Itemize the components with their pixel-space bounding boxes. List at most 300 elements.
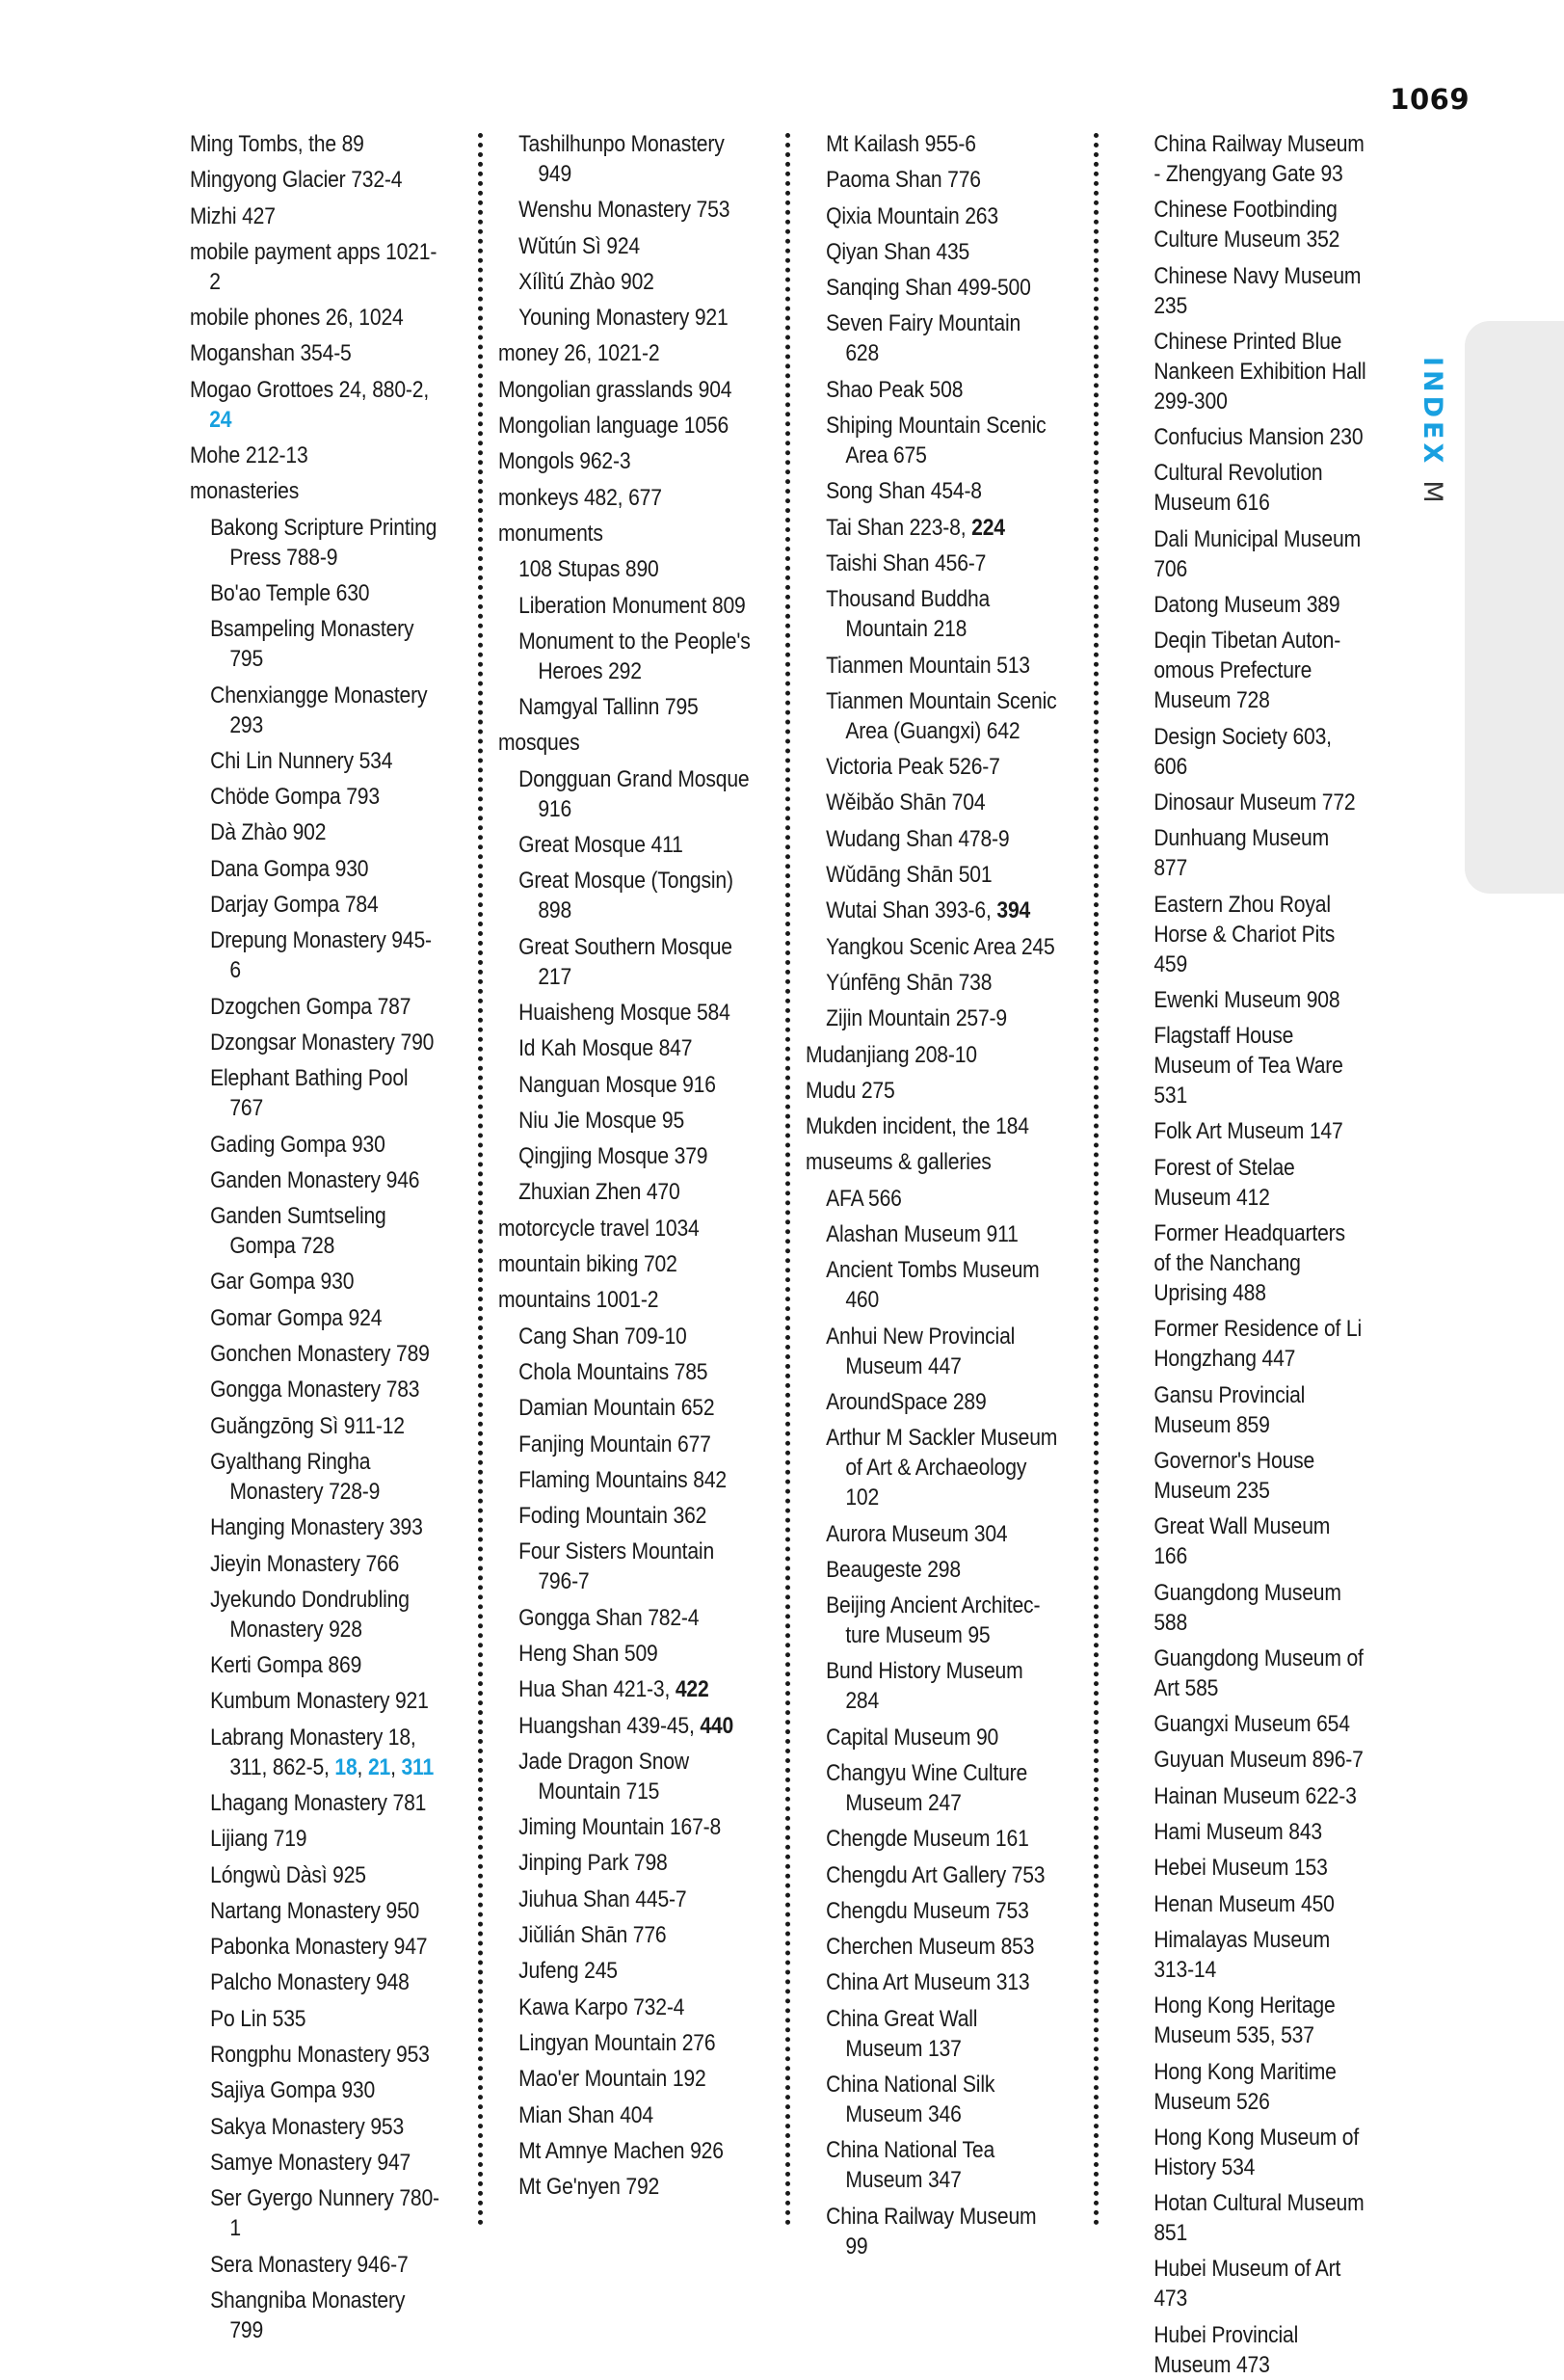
page-number: 1069: [1390, 83, 1470, 116]
index-entry: [190, 746, 442, 776]
index-entry: [498, 1285, 751, 1315]
index-entry: [498, 764, 751, 824]
entry-text: Darjay Gompa 784: [210, 892, 379, 919]
entry-text: Chöde Gompa 793: [210, 784, 380, 811]
entry-text: Wudang Shan 478-9: [826, 825, 1010, 852]
entry-text: Hebei Museum 153: [1153, 1855, 1328, 1882]
entry-text: Guangdong Museum 588: [1153, 1579, 1341, 1636]
index-entry: [498, 830, 751, 860]
entry-text: Cherchen Museum 853: [826, 1934, 1035, 1961]
entry-text: Wǔtún Sì 924: [518, 232, 640, 259]
entry-text: Tashilhunpo Monastery 949: [518, 131, 725, 187]
entry-text: Dzongsar Monastery 790: [210, 1029, 435, 1056]
index-entry: [190, 1201, 442, 1261]
index-entry: [1114, 1781, 1366, 1811]
index-entry: [806, 651, 1058, 681]
entry-text: Former Residence of Li Hongzhang 447: [1153, 1316, 1363, 1373]
index-entry: [498, 1992, 751, 2022]
index-entry: [498, 483, 751, 513]
entry-text: Beaugeste 298: [826, 1556, 961, 1583]
index-entry: [1114, 1021, 1366, 1110]
thumb-index-tab: [1465, 321, 1564, 894]
index-entry: [498, 2064, 751, 2094]
index-entry: [190, 1411, 442, 1441]
entry-text: Song Shan 454-8: [826, 478, 982, 505]
entry-text: Wutai Shan 393-6,: [826, 897, 997, 924]
index-entry: [190, 1063, 442, 1123]
entry-text: Former Headquarters of the Nanchang Uprising 488: [1153, 1220, 1345, 1307]
entry-text: mobile payment apps 1021-2: [190, 238, 437, 295]
entry-text: Mongolian language 1056: [498, 413, 729, 440]
index-entry: [190, 338, 442, 368]
entry-text: Damian Mountain 652: [518, 1395, 715, 1422]
entry-text: Aurora Museum 304: [826, 1520, 1008, 1547]
page-ref: 21: [367, 1753, 391, 1780]
entry-text: Guǎngzōng Sì 911-12: [210, 1412, 405, 1439]
index-entry: [806, 896, 1058, 925]
entry-text: China Art Museum 313: [826, 1969, 1030, 1996]
index-entry: [806, 584, 1058, 644]
index-entry: [1114, 1380, 1366, 1440]
entry-text: Shao Peak 508: [826, 376, 964, 403]
entry-text: Lóngwù Dàsì 925: [210, 1861, 366, 1888]
index-entry: [498, 2172, 751, 2202]
index-entry: [190, 237, 442, 297]
entry-text: Guangxi Museum 654: [1153, 1711, 1350, 1738]
index-entry: [1114, 524, 1366, 584]
entry-text: Hong Kong Maritime Museum 526: [1153, 2058, 1337, 2115]
entry-text: Great Southern Mosque 217: [518, 933, 732, 990]
index-entry: [498, 195, 751, 225]
index-entry: [498, 1177, 751, 1207]
column-divider: [1094, 133, 1099, 2227]
index-entry: [1114, 458, 1366, 518]
index-entry: [190, 1512, 442, 1542]
entry-text: China National Tea Museum 347: [826, 2137, 995, 2194]
index-column-3: [806, 129, 1058, 2261]
index-entry: [190, 681, 442, 740]
page-ref: 422: [675, 1676, 709, 1703]
index-entry: [190, 303, 442, 333]
entry-text: Jinping Park 798: [518, 1850, 668, 1877]
entry-text: monuments: [498, 520, 603, 547]
index-entry: [498, 1249, 751, 1279]
index-entry: [498, 1501, 751, 1531]
entry-text: Mingyong Glacier 732-4: [190, 167, 403, 194]
index-entry: [498, 1711, 751, 1741]
entry-text: Jufeng 245: [518, 1958, 618, 1985]
index-entry: [190, 1130, 442, 1160]
entry-text: Forest of Stelae Museum 412: [1153, 1154, 1295, 1211]
entry-text: Rongphu Monastery 953: [210, 2042, 430, 2069]
entry-text: Hanging Monastery 393: [210, 1514, 423, 1541]
entry-text: Huaisheng Mosque 584: [518, 999, 730, 1026]
entry-text: Hami Museum 843: [1153, 1819, 1322, 1846]
index-entry: [806, 1040, 1058, 1070]
index-entry: [190, 992, 442, 1022]
index-entry: [806, 201, 1058, 231]
entry-text: Ancient Tombs Museum 460: [826, 1257, 1040, 1314]
index-entry: [806, 686, 1058, 746]
entry-text: Yangkou Scenic Area 245: [826, 933, 1055, 960]
index-entry: [498, 998, 751, 1028]
index-entry: [1114, 1116, 1366, 1146]
index-column-4: [1114, 129, 1366, 2380]
index-entry: [190, 2183, 442, 2243]
entry-text: Foding Mountain 362: [518, 1503, 707, 1530]
index-entry: [806, 1824, 1058, 1854]
entry-text: Gyalthang Ringha Monastery 728-9: [210, 1448, 381, 1505]
column-divider: [478, 133, 483, 2227]
entry-text: Palcho Monastery 948: [210, 1969, 410, 1996]
index-entry: [190, 1303, 442, 1333]
separator: ,: [390, 1753, 402, 1780]
index-entry: [1114, 1817, 1366, 1847]
entry-text: Gomar Gompa 924: [210, 1304, 383, 1331]
entry-text: Sera Monastery 946-7: [210, 2251, 409, 2278]
entry-text: Great Mosque 411: [518, 832, 683, 859]
index-entry: [806, 1322, 1058, 1381]
entry-text: Liberation Monument 809: [518, 592, 746, 619]
index-entry: [1114, 985, 1366, 1015]
index-entry: [1114, 722, 1366, 782]
entry-text: Dana Gompa 930: [210, 855, 369, 882]
entry-text: Chengdu Museum 753: [826, 1897, 1029, 1924]
index-entry: [190, 925, 442, 985]
entry-text: Anhui New Provincial Museum 447: [826, 1323, 1016, 1379]
entry-text: Hainan Museum 622-3: [1153, 1782, 1357, 1809]
index-entry: [498, 2136, 751, 2166]
index-entry: [1114, 890, 1366, 979]
index-entry: [190, 201, 442, 231]
index-entry: [190, 2148, 442, 2178]
index-entry: [498, 2028, 751, 2058]
index-entry: [498, 411, 751, 441]
entry-text: Great Wall Museum 166: [1153, 1513, 1331, 1570]
index-entry: [498, 129, 751, 189]
entry-text: Lhagang Monastery 781: [210, 1789, 427, 1816]
entry-text: Moganshan 354-5: [190, 340, 352, 367]
entry-text: Nanguan Mosque 916: [518, 1071, 716, 1098]
index-entry: [1114, 1446, 1366, 1506]
entry-text: Fanjing Mountain 677: [518, 1431, 711, 1457]
separator: ,: [357, 1753, 368, 1780]
index-entry: [190, 129, 442, 159]
entry-text: Shiping Mountain Scenic Area 675: [826, 413, 1047, 469]
index-entry: [806, 932, 1058, 962]
entry-text: Qiyan Shan 435: [826, 238, 970, 265]
entry-text: Hotan Cultural Museum 851: [1153, 2190, 1365, 2247]
page-ref: 440: [700, 1712, 734, 1739]
index-entry: [190, 375, 442, 435]
entry-text: Shangniba Monastery 799: [210, 2286, 406, 2343]
entry-text: Victoria Peak 526-7: [826, 754, 1000, 781]
index-entry: [498, 1812, 751, 1842]
entry-text: monasteries: [190, 478, 300, 505]
index-entry: [190, 614, 442, 674]
entry-text: Ewenki Museum 908: [1153, 986, 1340, 1013]
index-entry: [806, 375, 1058, 405]
entry-text: Hubei Provincial Museum 473: [1153, 2321, 1299, 2378]
index-entry: [806, 2004, 1058, 2064]
entry-text: Xílìtú Zhào 902: [518, 268, 654, 295]
entry-text: Great Mosque (Tongsin) 898: [518, 868, 733, 924]
index-entry: [806, 1147, 1058, 1177]
index-entry: [190, 1932, 442, 1962]
entry-text: Chinese Footbinding Culture Museum 352: [1153, 197, 1340, 254]
index-entry: [1114, 422, 1366, 452]
page-ref: 394: [996, 897, 1031, 924]
index-entry: [498, 1639, 751, 1669]
entry-text: Samye Monastery 947: [210, 2149, 411, 2176]
entry-text: Gading Gompa 930: [210, 1131, 385, 1158]
index-entry: [806, 860, 1058, 890]
entry-text: museums & galleries: [806, 1149, 992, 1176]
entry-text: Mt Kailash 955-6: [826, 131, 976, 157]
index-entry: [806, 1111, 1058, 1141]
index-entry: [498, 1956, 751, 1986]
entry-text: Kumbum Monastery 921: [210, 1688, 429, 1715]
index-entry: [806, 1423, 1058, 1512]
index-entry: [498, 728, 751, 758]
index-entry: [190, 2250, 442, 2280]
page-ref: 24: [209, 406, 232, 433]
entry-text: Labrang Monastery 18, 311, 862-5,: [210, 1724, 416, 1780]
entry-text: AFA 566: [826, 1185, 902, 1212]
index-entry: [190, 1686, 442, 1716]
entry-text: Ming Tombs, the 89: [190, 131, 364, 157]
index-entry: [498, 1033, 751, 1063]
entry-text: Gongga Monastery 783: [210, 1377, 420, 1404]
entry-text: Dongguan Grand Mosque 916: [518, 765, 750, 822]
index-entry: [190, 1650, 442, 1680]
entry-text: Elephant Bathing Pool 767: [210, 1065, 409, 1122]
entry-text: Gonchen Monastery 789: [210, 1341, 430, 1368]
entry-text: Ser Gyergo Nunnery 780-1: [210, 2185, 439, 2242]
index-entry: [1114, 1853, 1366, 1883]
entry-text: Qingjing Mosque 379: [518, 1143, 708, 1170]
index-entry: [190, 1447, 442, 1507]
index-entry: [1114, 1218, 1366, 1308]
entry-text: monkeys 482, 677: [498, 484, 662, 511]
index-entry: [806, 788, 1058, 817]
index-entry: [190, 1824, 442, 1854]
index-entry: [498, 591, 751, 621]
index-entry: [190, 2286, 442, 2345]
index-entry: [1114, 1709, 1366, 1739]
entry-text: Alashan Museum 911: [826, 1221, 1019, 1248]
entry-text: Paoma Shan 776: [826, 167, 981, 194]
entry-text: Governor's House Museum 235: [1153, 1447, 1315, 1504]
index-entry: [190, 2112, 442, 2142]
entry-text: Sajiya Gompa 930: [210, 2077, 376, 2104]
index-entry: [1114, 1578, 1366, 1638]
index-entry: [806, 1219, 1058, 1249]
entry-text: Cultural Revolution Museum 616: [1153, 460, 1323, 517]
index-entry: [190, 854, 442, 884]
entry-text: mountain biking 702: [498, 1251, 677, 1278]
index-entry: [498, 554, 751, 584]
index-entry: [1114, 327, 1366, 416]
index-entry: [498, 1357, 751, 1387]
index-entry: [806, 1860, 1058, 1890]
entry-text: Wěibǎo Shān 704: [826, 789, 986, 816]
index-entry: [190, 513, 442, 573]
entry-text: Jyekundo Dondrubling Monastery 928: [210, 1586, 410, 1643]
index-entry: [190, 817, 442, 847]
index-entry: [806, 1967, 1058, 1997]
entry-text: Chenxiangge Monastery 293: [210, 682, 428, 738]
entry-text: Wenshu Monastery 753: [518, 197, 730, 224]
entry-text: Cang Shan 709-10: [518, 1323, 687, 1350]
entry-text: Qixia Mountain 263: [826, 202, 998, 229]
index-entry: [190, 1165, 442, 1195]
entry-text: Dinosaur Museum 772: [1153, 789, 1356, 816]
index-entry: [1114, 1511, 1366, 1571]
index-entry: [190, 782, 442, 812]
page-ref: 18: [334, 1753, 358, 1780]
entry-text: Jiǔlián Shān 776: [518, 1922, 667, 1949]
entry-text: Mizhi 427: [190, 202, 276, 229]
entry-text: Beijing Ancient Architec-ture Museum 95: [826, 1592, 1041, 1649]
index-entry: [498, 338, 751, 368]
entry-text: Guyuan Museum 896-7: [1153, 1747, 1364, 1774]
entry-text: Flaming Mountains 842: [518, 1466, 727, 1493]
index-entry: [806, 1519, 1058, 1549]
index-entry: [190, 1339, 442, 1369]
entry-text: Yúnfēng Shān 738: [826, 969, 993, 996]
section-letter: M: [1418, 480, 1447, 503]
entry-text: China Great Wall Museum 137: [826, 2005, 978, 2062]
entry-text: Huangshan 439-45,: [518, 1712, 701, 1739]
entry-text: China National Silk Museum 346: [826, 2072, 995, 2128]
index-entry: [498, 1106, 751, 1136]
index-entry: [498, 692, 751, 722]
index-entry: [1114, 1644, 1366, 1703]
index-entry: [498, 1920, 751, 1950]
entry-text: Gansu Provincial Museum 859: [1153, 1381, 1306, 1438]
entry-text: Eastern Zhou Royal Horse & Chariot Pits 459: [1153, 891, 1336, 977]
entry-text: mobile phones 26, 1024: [190, 305, 404, 332]
entry-text: Mudu 275: [806, 1077, 895, 1104]
index-entry: [498, 231, 751, 261]
page-ref: 311: [401, 1753, 435, 1780]
index-entry: [1114, 2057, 1366, 2117]
entry-text: Bakong Scripture Printing Press 788-9: [210, 514, 437, 571]
index-entry: [498, 446, 751, 476]
index-entry: [806, 824, 1058, 854]
index-entry: [806, 2070, 1058, 2129]
index-entry: [498, 1214, 751, 1243]
entry-text: Confucius Mansion 230: [1153, 424, 1364, 451]
index-entry: [806, 752, 1058, 782]
index-entry: [498, 303, 751, 333]
index-entry: [806, 411, 1058, 470]
index-entry: [190, 578, 442, 608]
entry-text: Mukden incident, the 184: [806, 1113, 1029, 1140]
index-entry: [806, 476, 1058, 506]
entry-text: Himalayas Museum 313-14: [1153, 1926, 1330, 1983]
entry-text: Hua Shan 421-3,: [518, 1676, 676, 1703]
index-entry: [498, 1465, 751, 1495]
index-entry: [806, 1896, 1058, 1926]
entry-text: Dunhuang Museum 877: [1153, 825, 1330, 882]
index-entry: [190, 1723, 442, 1782]
index-entry: [190, 1967, 442, 1997]
section-label-word: INDEX: [1418, 357, 1447, 468]
entry-text: Design Society 603, 606: [1153, 723, 1332, 780]
index-entry: [806, 1184, 1058, 1214]
index-entry: [498, 1674, 751, 1704]
index-entry: [498, 1747, 751, 1806]
entry-text: Lijiang 719: [210, 1826, 307, 1853]
index-entry: [498, 627, 751, 686]
entry-text: Jiming Mountain 167-8: [518, 1814, 722, 1841]
entry-text: Mt Amnye Machen 926: [518, 2137, 724, 2164]
entry-text: Zhuxian Zhen 470: [518, 1179, 680, 1206]
index-entry: [190, 1788, 442, 1818]
entry-text: Henan Museum 450: [1153, 1890, 1335, 1917]
entry-text: Kerti Gompa 869: [210, 1652, 362, 1679]
entry-text: 108 Stupas 890: [518, 556, 659, 583]
index-entry: [498, 267, 751, 297]
index-column-2: [498, 129, 751, 2202]
index-entry: [190, 2040, 442, 2070]
entry-text: Deqin Tibetan Auton-omous Prefecture Museum 728: [1153, 628, 1341, 714]
index-entry: [806, 513, 1058, 543]
index-entry: [1114, 2123, 1366, 2182]
entry-text: motorcycle travel 1034: [498, 1215, 700, 1242]
column-divider: [785, 133, 790, 2227]
index-entry: [1114, 1889, 1366, 1919]
entry-text: Lingyan Mountain 276: [518, 2029, 716, 2056]
entry-text: Dà Zhào 902: [210, 819, 327, 846]
index-entry: [806, 1255, 1058, 1315]
entry-text: Tianmen Mountain Scenic Area (Guangxi) 642: [826, 687, 1057, 744]
entry-text: Folk Art Museum 147: [1153, 1118, 1343, 1145]
entry-text: Chinese Navy Museum 235: [1153, 262, 1362, 319]
index-entry: [806, 968, 1058, 998]
entry-text: Taishi Shan 456-7: [826, 549, 987, 576]
index-entry: [190, 1896, 442, 1926]
index-entry: [190, 1549, 442, 1579]
index-entry: [498, 1537, 751, 1596]
entry-text: China Railway Museum - Zhengyang Gate 93: [1153, 131, 1365, 187]
index-entry: [498, 1141, 751, 1171]
entry-text: AroundSpace 289: [826, 1388, 987, 1415]
index-entry: [1114, 788, 1366, 817]
entry-text: Mohe 212-13: [190, 442, 308, 469]
index-entry: [806, 1387, 1058, 1417]
entry-text: Bund History Museum 284: [826, 1658, 1023, 1715]
index-entry: [1114, 590, 1366, 620]
entry-text: Mudanjiang 208-10: [806, 1041, 977, 1068]
index-entry: [806, 1656, 1058, 1716]
index-entry: [1114, 823, 1366, 883]
index-entry: [190, 2075, 442, 2105]
entry-text: Pabonka Monastery 947: [210, 1934, 428, 1961]
entry-text: Heng Shan 509: [518, 1640, 658, 1667]
entry-text: Changyu Wine Culture Museum 247: [826, 1759, 1028, 1816]
index-entry: [498, 2100, 751, 2130]
index-entry: [1114, 261, 1366, 321]
index-entry: [1114, 1991, 1366, 2050]
entry-text: Capital Museum 90: [826, 1724, 999, 1751]
entry-text: Monument to the People's Heroes 292: [518, 628, 751, 684]
entry-text: Jiuhua Shan 445-7: [518, 1885, 687, 1912]
index-entry: [498, 1322, 751, 1351]
entry-text: mosques: [498, 730, 580, 757]
